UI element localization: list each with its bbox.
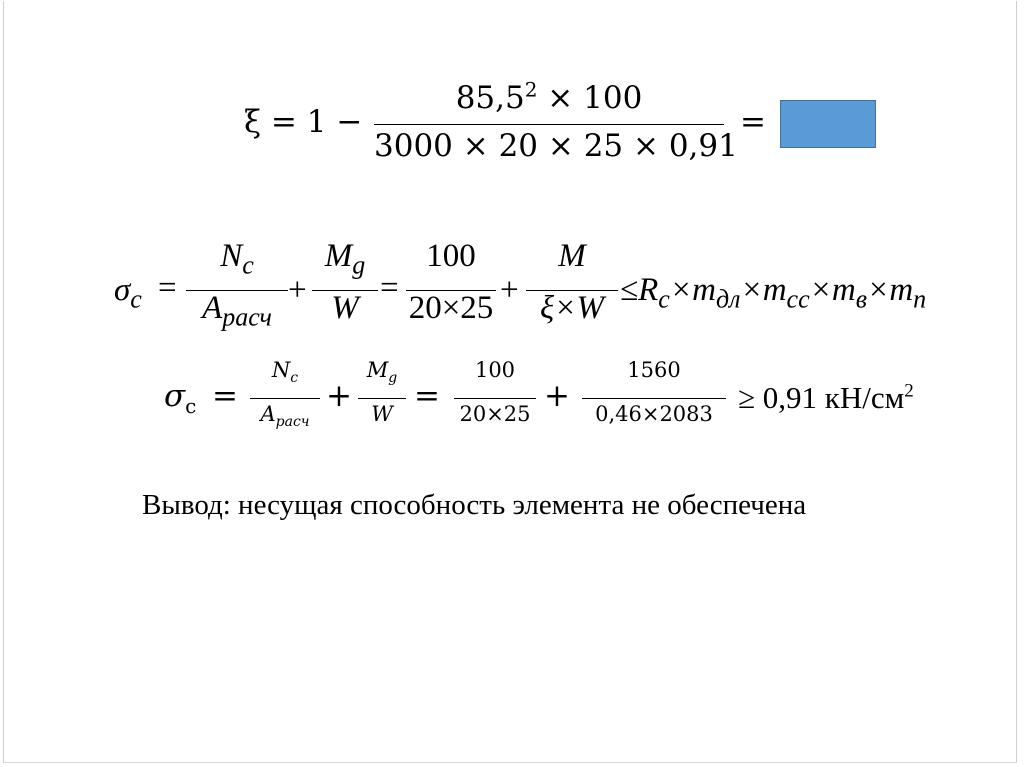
sigma-lhs-numeric: $\sigma_c$	[164, 378, 197, 419]
num-fraction-1560	[582, 358, 726, 438]
sigma-lhs: $\sigma_c$	[114, 272, 142, 314]
numerator-n: $N_c$	[220, 238, 254, 280]
denominator-a: $A_{расч}$	[202, 290, 272, 332]
substitution-plus-2: +	[544, 378, 570, 414]
stress-substitution	[164, 358, 984, 448]
substitution-plus-1: +	[326, 378, 352, 414]
fraction-100-over-area	[406, 238, 496, 348]
conclusion-text: Вывод: несущая способность элемента не обеспечена	[142, 489, 807, 521]
rhs-r: ≤R	[620, 272, 659, 308]
coef-m4-sub: n	[913, 284, 927, 314]
coef-m4: ×m	[867, 272, 914, 308]
numeric-denominator-20x25: 20×25	[459, 402, 531, 426]
stress-equals-2: =	[380, 270, 399, 306]
stress-equals-1: =	[158, 270, 177, 306]
fraction-n-over-a	[186, 238, 288, 348]
coef-m3: ×m	[809, 272, 856, 308]
numeric-numerator-100: 100	[474, 358, 516, 382]
numeric-denominator-a: $A_{расч}$	[260, 402, 310, 431]
num-fraction-n-over-a	[250, 358, 320, 438]
num-fraction-m-over-w	[358, 358, 406, 438]
numeric-numerator-1560: 1560	[627, 358, 681, 382]
rhs-r-sub: c	[658, 284, 670, 314]
stress-result-value: ≥ 0,91 кН/см	[738, 380, 905, 415]
resistance-product	[620, 272, 927, 314]
numerator-100: 100	[426, 238, 476, 274]
numerator-mg: $M_g$	[324, 238, 366, 280]
xi-lhs: ξ = 1 −	[244, 104, 363, 140]
fraction-bar	[250, 398, 320, 399]
xi-numerator-exponent: 2	[524, 77, 538, 102]
plus-1: +	[288, 272, 307, 308]
denominator-w: W	[331, 290, 359, 326]
stress-formula	[114, 238, 994, 348]
numeric-denominator-w: W	[371, 402, 393, 426]
numeric-numerator-mg: $M_g$	[366, 358, 398, 387]
xi-equation	[244, 77, 884, 170]
xi-fraction-bar	[374, 124, 724, 125]
fraction-bar	[454, 398, 536, 399]
fraction-m-over-xiw	[526, 238, 618, 348]
denominator-20x25: 20×25	[408, 290, 494, 326]
numeric-numerator-n: $N_c$	[271, 358, 299, 387]
stress-result	[738, 380, 914, 416]
xi-numerator-base: 85,5	[455, 80, 525, 116]
num-fraction-100	[454, 358, 536, 438]
answer-box	[780, 100, 876, 148]
plus-2: +	[500, 272, 519, 308]
coef-m2-sub: сс	[786, 284, 810, 314]
xi-numerator-rest: × 100	[537, 80, 643, 116]
coef-m3-sub: в	[855, 284, 868, 314]
denominator-xi-w: ξ×W	[540, 290, 604, 326]
numeric-denominator-046x2083: 0,46×2083	[595, 402, 713, 426]
coef-m1-sub: дл	[715, 284, 741, 314]
stress-result-exponent: 2	[904, 380, 914, 402]
xi-equals: =	[740, 104, 766, 140]
substitution-equals-2: =	[414, 378, 440, 414]
fraction-bar	[358, 398, 406, 399]
numerator-m: M	[558, 238, 586, 274]
fraction-m-over-w	[312, 238, 378, 348]
substitution-equals-1: =	[212, 378, 238, 414]
coef-m2: ×m	[740, 272, 787, 308]
xi-denominator: 3000 × 20 × 25 × 0,91	[374, 128, 738, 164]
coef-m1: ×m	[669, 272, 716, 308]
fraction-bar	[582, 398, 726, 399]
xi-numerator	[374, 77, 724, 116]
xi-fraction	[374, 77, 738, 170]
